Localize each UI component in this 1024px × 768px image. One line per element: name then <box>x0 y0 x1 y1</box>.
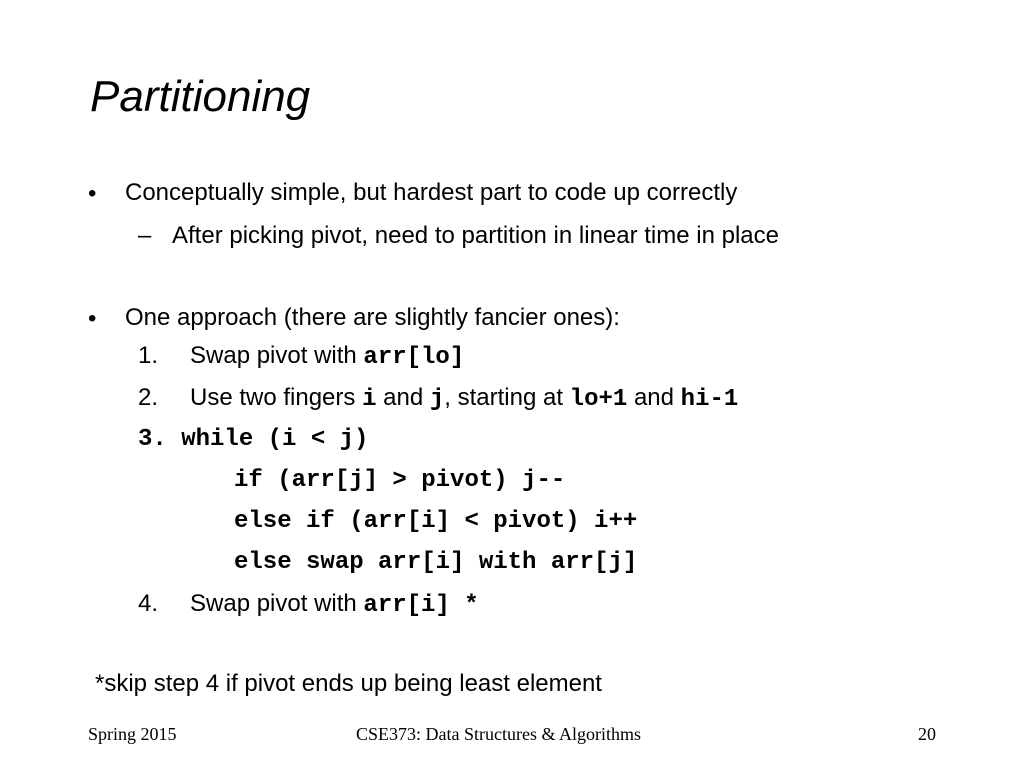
step-4-code: arr[i] * <box>363 592 479 619</box>
step-2-text: , starting at <box>444 384 570 411</box>
bullet-1-sub-text: After picking pivot, need to partition in linear time in place <box>172 222 779 249</box>
step-1-number: 1. <box>138 342 159 369</box>
step-2-text: Use two fingers <box>190 384 363 411</box>
bullet-1-text: Conceptually simple, but hardest part to code up correctly <box>125 179 738 206</box>
step-2-code-lo: lo+1 <box>569 386 628 413</box>
step-2-code-hi: hi-1 <box>680 386 739 413</box>
step-3-line-3: else if (arr[i] < pivot) i++ <box>234 508 638 535</box>
footer-center: CSE373: Data Structures & Algorithms <box>356 724 641 744</box>
step-2-text: and <box>627 384 681 411</box>
step-1 <box>190 341 464 373</box>
step-2 <box>190 383 738 415</box>
step-4-text: Swap pivot with <box>190 590 364 617</box>
step-1-text: Swap pivot with <box>190 342 364 369</box>
step-2-code-j: j <box>429 386 445 413</box>
bullet-2-text: One approach (there are slightly fancier ones): <box>125 304 620 331</box>
step-3-while: 3. while (i < j) <box>138 426 369 453</box>
page-number: 20 <box>918 724 936 744</box>
bullet-marker: • <box>88 180 97 207</box>
footer-left: Spring 2015 <box>88 724 177 744</box>
slide-title: Partitioning <box>90 72 311 121</box>
footnote: *skip step 4 if pivot ends up being least element <box>95 670 602 697</box>
step-2-number: 2. <box>138 384 159 411</box>
step-2-code-i: i <box>362 386 377 413</box>
step-2-text: and <box>376 384 430 411</box>
step-4-number: 4. <box>138 590 159 617</box>
dash-marker: – <box>138 222 152 249</box>
step-1-code: arr[lo] <box>363 344 465 371</box>
step-4 <box>190 589 479 621</box>
step-3-line-2: if (arr[j] > pivot) j-- <box>234 467 566 494</box>
step-3-line-4: else swap arr[i] with arr[j] <box>234 549 638 576</box>
bullet-marker: • <box>88 305 97 332</box>
